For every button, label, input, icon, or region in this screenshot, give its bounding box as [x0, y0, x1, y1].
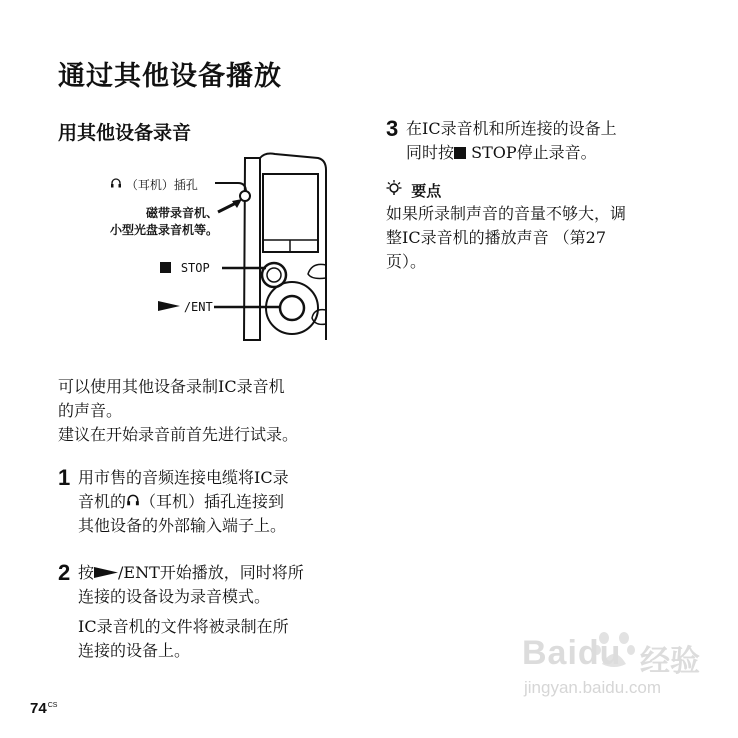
step-3-text: 在IC录音机和所连接的设备上 同时按 STOP停止录音。 [406, 119, 617, 162]
device-figure [60, 150, 350, 350]
stop-square-icon [160, 262, 171, 273]
play-triangle-icon [158, 300, 184, 314]
headphone-icon [110, 178, 126, 192]
headphone-jack-callout: （耳机）插孔 [110, 176, 198, 193]
step-2-text: 按 /ENT开始播放，同时将所 连接的设备设为录音模式。 IC录音机的文件将被录制在所 连接的设备上。 [78, 563, 304, 660]
play-triangle-icon [94, 563, 118, 582]
watermark-brand-cn: 经验 [640, 644, 700, 679]
page-number: $74^{CS}$ [30, 700, 58, 717]
external-device-callout: 磁带录音机、 小型光盘录音机等。 [109, 206, 218, 237]
page-title: 通过其他设备播放 [58, 61, 282, 92]
step-1-text: 用市售的音频连接电缆将IC录 音机的 （耳机）插孔连接到 其他设备的外部输入端子上。 [78, 468, 289, 535]
stop-square-icon [454, 147, 466, 159]
section-heading: 用其他设备录音 [58, 122, 192, 144]
tip-text: 如果所录制声音的音量不够大，调 整IC录音机的播放声音 （第27 页）。 [386, 204, 627, 271]
baidu-watermark [522, 630, 722, 698]
lightbulb-icon [386, 182, 407, 200]
tip-heading: 要点 [386, 180, 441, 201]
play-enter-callout: /ENT [158, 300, 213, 314]
stop-callout: STOP [160, 261, 210, 275]
watermark-brand: Baidu [522, 634, 622, 672]
intro-paragraph: 可以使用其他设备录制IC录音机 的声音。 建议在开始录音前首先进行试录。 [58, 377, 299, 444]
ic-recorder-illustration [60, 150, 350, 350]
step-1-number: 1 [58, 465, 71, 490]
headphone-icon [126, 492, 140, 511]
step-2-number: 2 [58, 560, 71, 585]
watermark-url: jingyan.baidu.com [524, 678, 662, 697]
step-3-number: 3 [386, 116, 399, 141]
